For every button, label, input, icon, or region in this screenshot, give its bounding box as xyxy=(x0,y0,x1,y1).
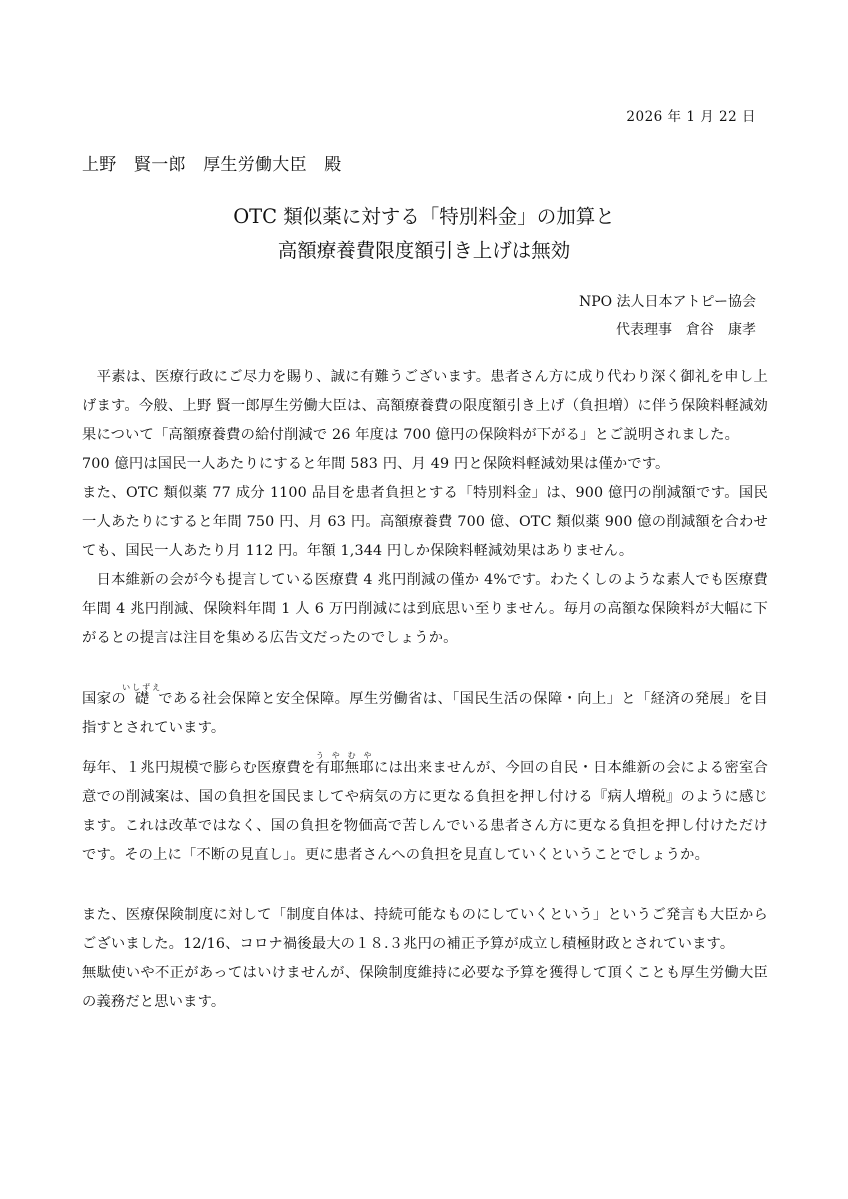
title-line-1: OTC 類似薬に対する「特別料金」の加算と xyxy=(233,205,615,228)
paragraph: 平素は、医療行政にご尽力を賜り、誠に有難うございます。患者さん方に成り代わり深く御礼を申し上げます。今般、上野 賢一郎厚生労働大臣は、高額療養費の限度額引き上げ（負担増）に伴う保険料軽減効果について「高額療養費の給付削減で 26 年度は 700 億円の保険料が下がる」とご説明されました。 xyxy=(82,369,768,443)
paragraph: 日本維新の会が今も提言している医療費 4 兆円削減の僅か 4%です。わたくしのような素人でも医療費年間 4 兆円削減、保険料年間 1 人 6 万円削減には到底思い至りません。毎月の高額な保険料が大幅に下がるとの提言は注目を集める広告文だったのでしょうか。 xyxy=(82,572,768,646)
paragraph: 無駄使いや不正があってはいけませんが、保険制度維持に必要な予算を獲得して頂くことも厚生労働大臣の義務だと思います。 xyxy=(82,965,768,1010)
sender-representative: 代表理事 倉谷 康孝 xyxy=(616,322,756,338)
paragraph: また、OTC 類似薬 77 成分 1100 品目を患者負担とする「特別料金」は、900 億円の削減額です。国民一人あたりにすると年間 750 円、月 63 円。高額療養費 700 億、OTC 類似薬 900 億の削減額を合わせても、国民一人あたり月 112 円。年額 1,344 円しか保険料軽減効果はありません。 xyxy=(82,485,768,559)
letter-title xyxy=(0,200,848,268)
paragraph xyxy=(82,751,768,870)
furigana-ishizue xyxy=(122,683,163,707)
body-section-3 xyxy=(82,901,768,1017)
ruby-base: 有耶無耶 xyxy=(315,760,374,776)
sender-block xyxy=(579,288,756,344)
text-run: には出来ませんが、今回の自民・日本維新の会による密室合意での削減案は、国の負担を国民ましてや病気の方に更なる負担を押し付ける『病人増税』のように感じます。これは改革ではなく、国の負担を物価高で苦しんでいる患者さん方に更なる負担を押し付けただけです。その上に「不断の見直し」。更に患者さんへの負担を見直していくということでしょうか。 xyxy=(82,760,768,863)
addressee: 上野 賢一郎 厚生労働大臣 殿 xyxy=(82,155,342,175)
title-line-2: 高額療養費限度額引き上げは無効 xyxy=(277,239,571,262)
text-run: 国家の xyxy=(82,691,127,707)
body-section-2 xyxy=(82,683,768,870)
paragraph xyxy=(82,683,768,743)
ruby-base: 礎 xyxy=(122,691,163,707)
letter-date: 2026 年 1 月 22 日 xyxy=(626,109,756,125)
paragraph: 700 億円は国民一人あたりにすると年間 583 円、月 49 円と保険料軽減効果は僅かです。 xyxy=(82,456,670,472)
furigana-uyamuya xyxy=(315,751,374,776)
ruby-reading: う や む や xyxy=(315,751,374,760)
body-section-1 xyxy=(82,363,768,653)
paragraph: また、医療保険制度に対して「制度自体は、持続可能なものにしていくという」というご発言も大臣からございました。12/16、コロナ禍後最大の１８.３兆円の補正予算が成立し積極財政とされています。 xyxy=(82,907,768,952)
sender-organization: NPO 法人日本アトピー協会 xyxy=(578,294,756,310)
text-run: 毎年、１兆円規模で膨らむ医療費を xyxy=(82,760,316,776)
ruby-reading: いしずえ xyxy=(122,683,163,692)
text-run: である社会保障と安全保障。厚生労働省は、「国民生活の保障・向上」と「経済の発展」を目指すとされています。 xyxy=(82,691,768,736)
